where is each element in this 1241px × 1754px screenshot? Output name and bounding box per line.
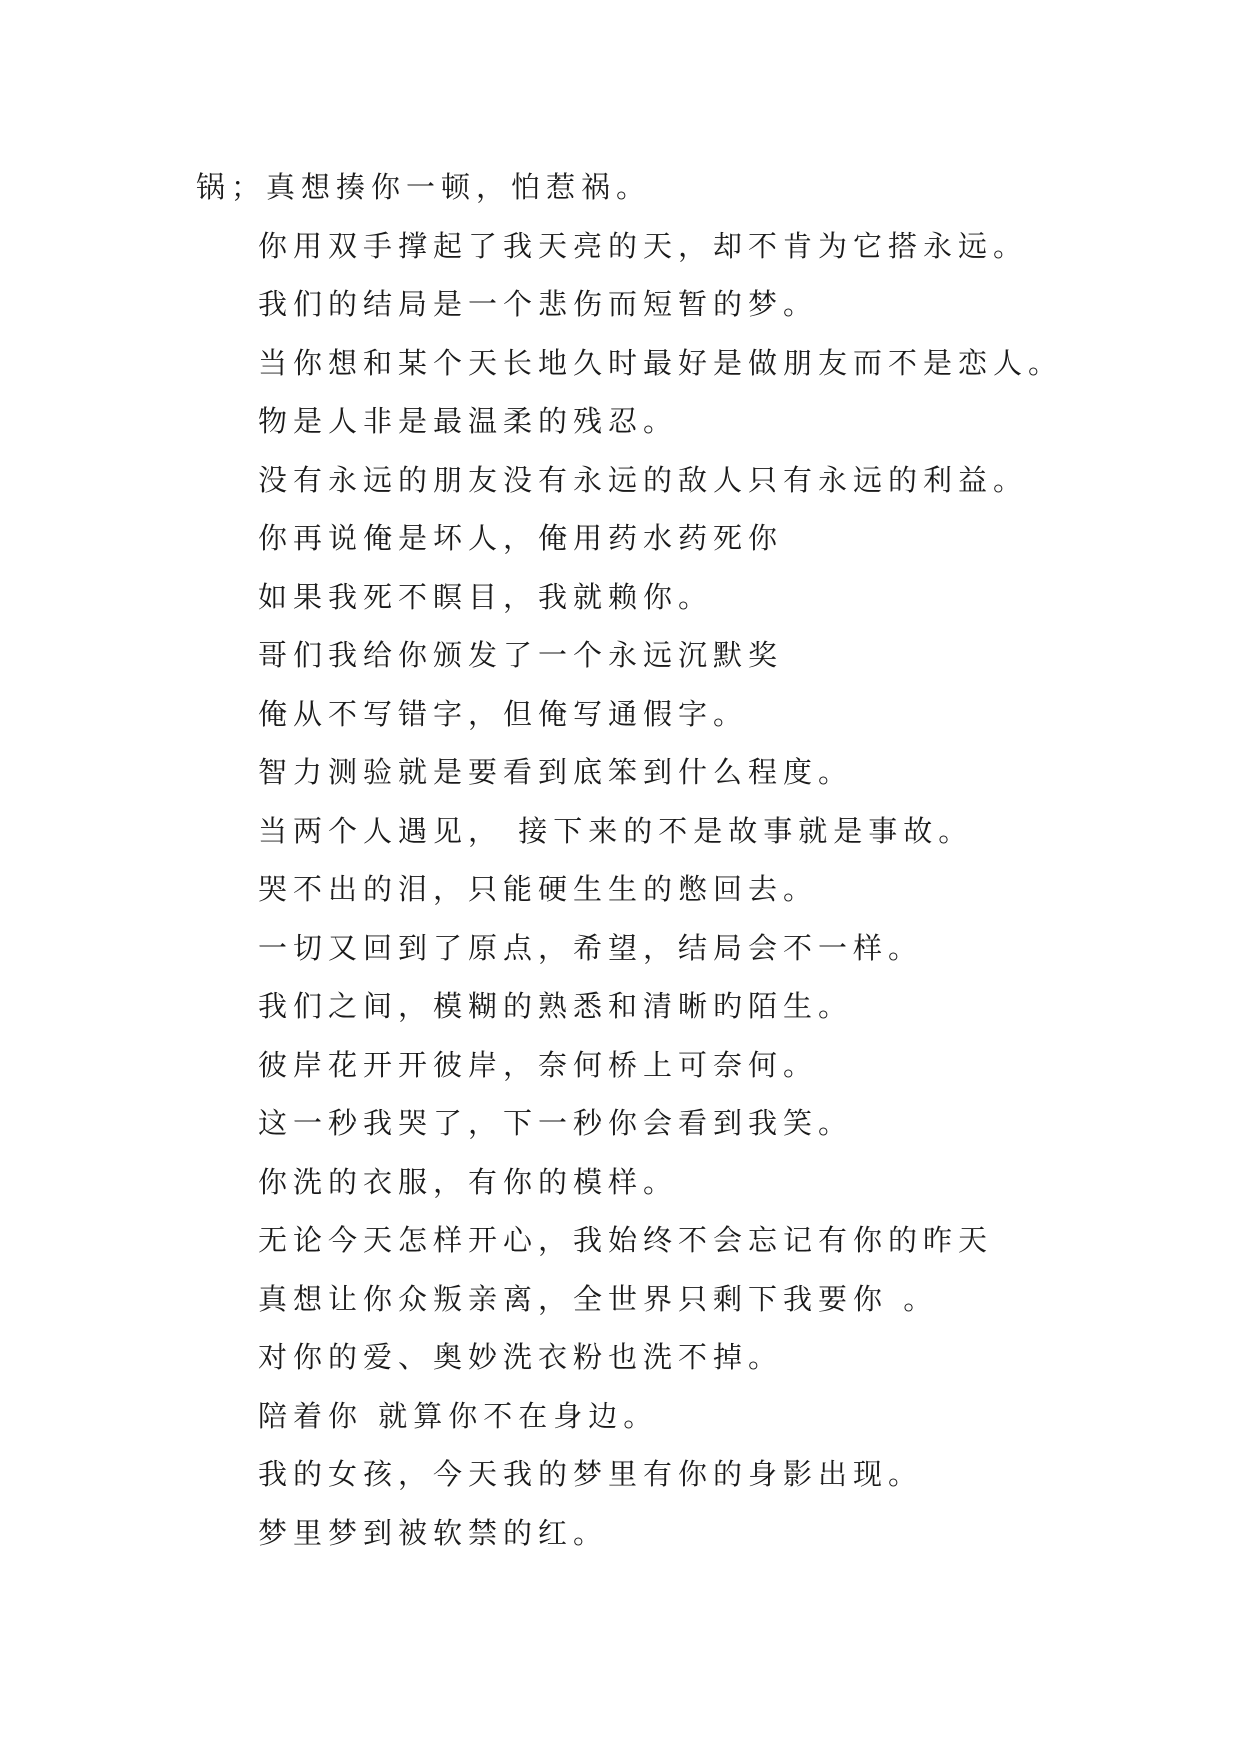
text-line: 这一秒我哭了，下一秒你会看到我笑。 bbox=[258, 1106, 854, 1140]
text-line: 真想让你众叛亲离，全世界只剩下我要你 。 bbox=[258, 1281, 939, 1316]
text-line-continuation: 锅；真想揍你一顿，怕惹祸。 bbox=[196, 170, 652, 204]
text-line: 梦里梦到被软禁的红。 bbox=[258, 1515, 609, 1550]
text-line: 哥们我给你颁发了一个永远沉默奖 bbox=[258, 638, 784, 672]
text-line: 一切又回到了原点，希望，结局会不一样。 bbox=[258, 930, 924, 965]
text-line: 哭不出的泪，只能硬生生的憋回去。 bbox=[258, 872, 819, 906]
text-line: 我们的结局是一个悲伤而短暂的梦。 bbox=[258, 287, 819, 321]
text-line: 如果我死不瞑目，我就赖你。 bbox=[258, 579, 714, 614]
text-line: 当两个人遇见， 接下来的不是故事就是事故。 bbox=[258, 813, 974, 848]
document-body bbox=[196, 158, 1076, 1562]
text-line: 彼岸花开开彼岸，奈何桥上可奈何。 bbox=[258, 1047, 819, 1082]
text-line: 你用双手撑起了我天亮的天，却不肯为它搭永远。 bbox=[258, 228, 1029, 263]
text-line: 智力测验就是要看到底笨到什么程度。 bbox=[258, 755, 854, 789]
text-line: 你再说俺是坏人，俺用药水药死你 bbox=[258, 521, 784, 555]
text-line: 当你想和某个天长地久时最好是做朋友而不是恋人。 bbox=[258, 345, 1064, 380]
text-line: 陪着你 就算你不在身边。 bbox=[258, 1398, 659, 1433]
text-line: 我们之间，模糊的熟悉和清晰旳陌生。 bbox=[258, 989, 854, 1023]
text-line: 你洗的衣服，有你的模样。 bbox=[258, 1164, 679, 1199]
text-line: 对你的爱、奥妙洗衣粉也洗不掉。 bbox=[258, 1340, 784, 1374]
text-line: 没有永远的朋友没有永远的敌人只有永远的利益。 bbox=[258, 462, 1029, 497]
text-line: 俺从不写错字，但俺写通假字。 bbox=[258, 696, 749, 731]
text-line: 我的女孩，今天我的梦里有你的身影出现。 bbox=[258, 1457, 924, 1491]
text-line: 物是人非是最温柔的残忍。 bbox=[258, 404, 679, 438]
text-line: 无论今天怎样开心，我始终不会忘记有你的昨天 bbox=[258, 1223, 994, 1257]
